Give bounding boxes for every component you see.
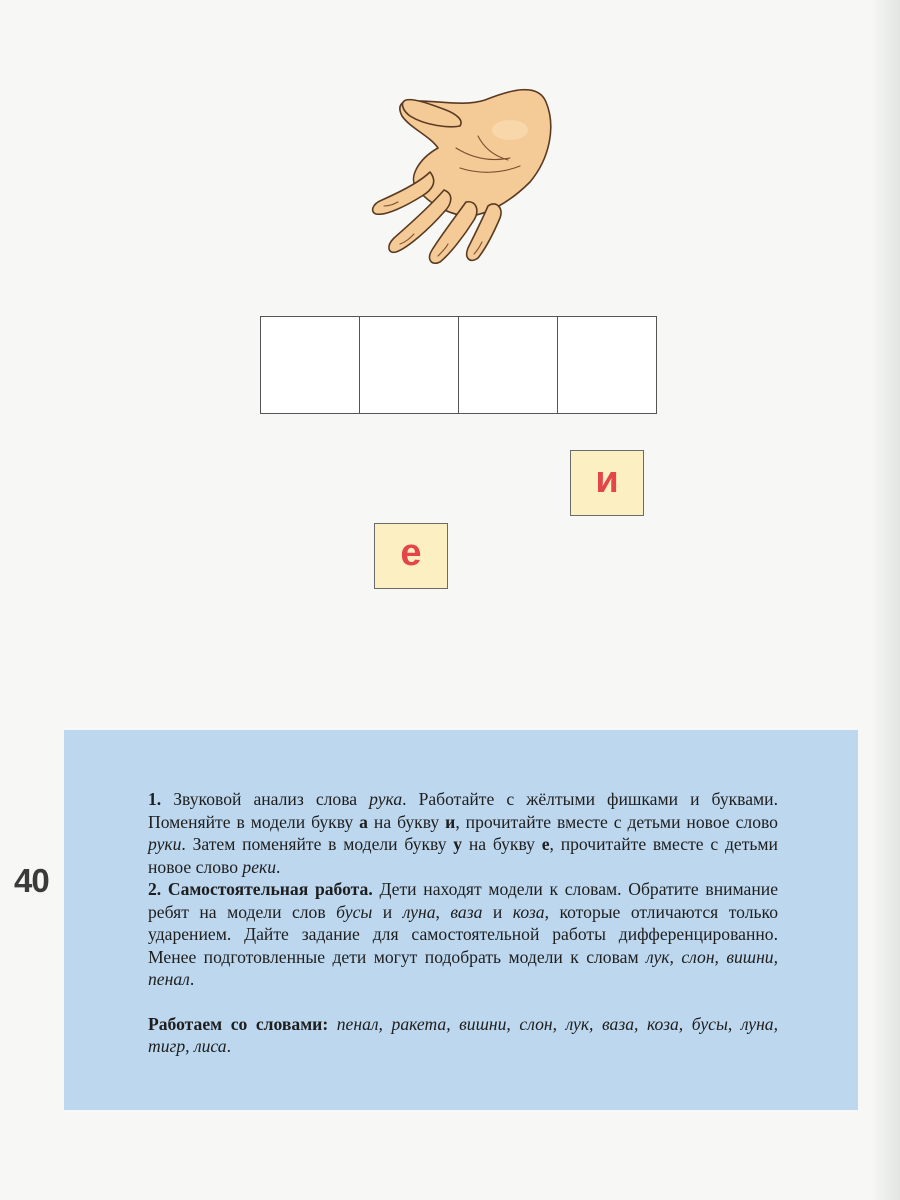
word-koza: коза [512,901,545,922]
word-list: лук, слон, вишни, пенал [148,946,778,989]
task-1-text: , прочитайте вместе с детьми новое слово [148,834,778,877]
word-luna: луна [402,901,436,922]
word-vaza: ваза [450,901,483,922]
words-label: Работаем со словами: [148,1013,329,1034]
task-1-paragraph [148,788,778,878]
letter-u: у [453,834,463,854]
letter-a: а [359,811,368,832]
task-1-text: . Работайте с жёлтыми фишками и буквами. Поменяйте в модели букву [148,789,778,832]
task-2-text: Дети находят модели к словам. Обратите внимание ребят на модели слов [148,879,778,922]
words-paragraph [148,1013,778,1058]
task-1-text: . [276,856,281,877]
word-model-grid [260,316,657,414]
task-1-number: 1. [148,789,162,809]
model-cell-1[interactable] [261,317,360,413]
word-ruka: рука [369,789,403,809]
task-1-text: на букву [367,811,446,832]
task-2-text: , [435,901,451,922]
model-cell-2[interactable] [360,317,459,413]
task-2-text: . [189,969,195,989]
letter-e: е [541,834,550,854]
task-2-paragraph [148,878,778,991]
page-edge-shadow [870,0,900,1200]
model-cell-3[interactable] [459,317,558,413]
model-cell-4[interactable] [558,317,656,413]
teacher-note-box [64,730,858,1110]
letter-card-i[interactable]: и [570,450,644,516]
task-2-text: и [372,901,403,922]
task-1-text: Звуковой анализ слова [161,789,370,809]
hand-illustration [360,78,560,278]
task-1-text: . Затем поменяйте в модели букву [181,834,454,854]
letter-card-e[interactable]: е [374,523,448,589]
task-2-text: , которые отличаются только ударением. Дайте задание для самостоятельной работы дифференцированно. Менее подготовленные дети могут подобрать модели к словам [148,901,779,967]
paragraph-gap [148,991,778,1013]
task-2-heading: 2. Самостоятельная работа. [148,879,373,899]
word-reki: реки [242,856,277,877]
teacher-note-text [148,788,778,1058]
page-number: 40 [14,862,49,899]
task-1-text: , прочитайте вместе с детьми новое слово [455,811,778,832]
words-list: пенал, ракета, вишни, слон, лук, ваза, коза, бусы, луна, тигр, лиса [148,1013,778,1056]
words-end: . [226,1036,231,1056]
task-1-text: на букву [462,834,542,854]
word-ruki: руки [148,834,182,854]
word-busy: бусы [336,901,373,922]
task-2-text: и [482,901,513,922]
letter-i: и [445,811,456,832]
